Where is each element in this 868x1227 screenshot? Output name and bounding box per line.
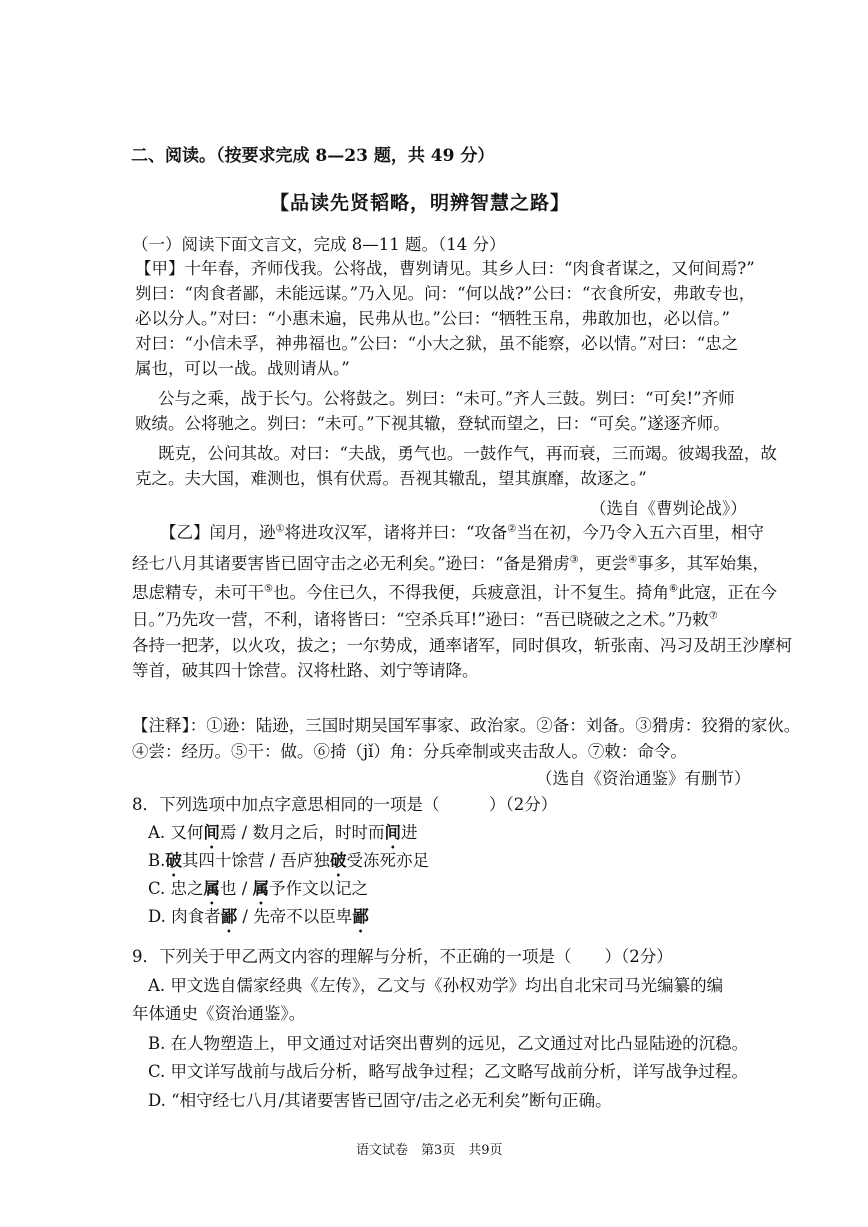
annotation-line: 【注释】：①逊：陆逊，三国时期吴国军事家、政治家。②备：刘备。③猾虏：狡猾的家伙。 bbox=[132, 716, 801, 735]
question-8-option: B.破其四十馀营 / 吾庐独破受冻死亦足 bbox=[148, 851, 429, 870]
emphasized-character: 破 bbox=[329, 851, 347, 870]
question-9-option-line: C. 甲文详写战前与战后分析，略写战争过程；乙文略写战前分析，详写战争过程。 bbox=[148, 1062, 749, 1081]
emphasized-character: 间 bbox=[203, 823, 220, 842]
question-8-stem: 8．下列选项中加点字意思相同的一项是（ ）（2分） bbox=[132, 795, 558, 814]
passage-jia-line: 公与之乘，战于长勺。公将鼓之。刿曰：“未可。”齐人三鼓。刿曰：“可矣!”齐师 bbox=[158, 389, 735, 408]
page-footer: 语文试卷 第3页 共9页 bbox=[356, 1143, 503, 1158]
question-8-option: A. 又何间焉 / 数月之后，时时而间进 bbox=[148, 823, 418, 842]
question-9-stem: 9．下列关于甲乙两文内容的理解与分析，不正确的一项是（ ）（2分） bbox=[132, 947, 673, 966]
footnote-marker: ④ bbox=[628, 554, 638, 566]
annotation-line: ④尝：经历。⑤干：做。⑥掎（jǐ）角：分兵牵制或夹击敌人。⑦敕：命令。 bbox=[132, 742, 687, 761]
question-9-option-line: 年体通史《资治通鉴》。 bbox=[132, 1004, 306, 1023]
passage-yi-line: 经七八月其诸要害皆已固守击之必无利矣。”逊曰：“备是猾虏③，更尝④事多，其军始集， bbox=[132, 554, 770, 573]
question-8-option: C. 忠之属也 / 属予作文以记之 bbox=[148, 879, 369, 898]
banner-title: 【品读先贤韬略，明辨智慧之路】 bbox=[270, 192, 571, 214]
passage-jia-line: 既克，公问其故。对曰：“夫战，勇气也。一鼓作气，再而衰，三而竭。彼竭我盈，故 bbox=[158, 444, 777, 463]
question-9-option-line: A. 甲文选自儒家经典《左传》，乙文与《孙权劝学》均出自北宋司马光编纂的编 bbox=[148, 976, 724, 995]
passage-jia-line: 必以分人。”对曰：“小惠未遍，民弗从也。”公曰：“牺牲玉帛，弗敢加也，必以信。” bbox=[135, 309, 730, 328]
emphasized-character: 破 bbox=[165, 851, 182, 870]
emphasized-character: 属 bbox=[252, 879, 270, 898]
section-heading: 二、阅读。（按要求完成 8—23 题，共 49 分） bbox=[131, 146, 495, 166]
footnote-marker: ② bbox=[507, 523, 517, 535]
question-9-option-line: D. “相守经七八月/其诸要害皆已固守/击之必无利矣”断句正确。 bbox=[148, 1091, 612, 1110]
footnote-marker: ① bbox=[275, 523, 285, 535]
emphasized-character: 鄙 bbox=[220, 907, 238, 926]
passage-yi-line: 日。”乃先攻一营，不利，诸将皆曰：“空杀兵耳!”逊曰：“吾已晓破之之术。”乃敕⑦ bbox=[132, 610, 718, 629]
passage-yi-line: 各持一把茅，以火攻，拔之；一尔势成，通率诸军，同时俱攻，斩张南、冯习及胡王沙摩柯 bbox=[132, 636, 792, 655]
emphasized-character: 属 bbox=[203, 879, 221, 898]
jia-source: （选自《曹刿论战》） bbox=[590, 499, 747, 518]
emphasized-character: 鄙 bbox=[352, 907, 369, 926]
footnote-marker: ⑥ bbox=[668, 583, 678, 595]
part1-instruction: （一）阅读下面文言文，完成 8—11 题。（14 分） bbox=[132, 235, 506, 254]
passage-jia-line: 【甲】十年春，齐师伐我。公将战，曹刿请见。其乡人曰：“肉食者谋之，又何间焉?” bbox=[135, 259, 755, 278]
question-8-option: D. 肉食者鄙 / 先帝不以臣卑鄙 bbox=[148, 907, 369, 926]
emphasized-character: 间 bbox=[384, 823, 401, 842]
footnote-marker: ⑤ bbox=[264, 583, 273, 595]
question-9-option-line: B. 在人物塑造上，甲文通过对话突出曹刿的远见，乙文通过对比凸显陆逊的沉稳。 bbox=[148, 1034, 749, 1053]
passage-yi-line: 【乙】闰月，逊①将进攻汉军，诸将并曰：“攻备②当在初，今乃令入五六百里，相守 bbox=[160, 523, 764, 542]
footnote-marker: ⑦ bbox=[708, 610, 718, 622]
passage-jia-line: 刿曰：“肉食者鄙，未能远谋。”乃入见。问：“何以战?”公曰：“衣食所安，弗敢专也， bbox=[135, 284, 756, 303]
notes-source: （选自《资治通鉴》有删节） bbox=[536, 769, 751, 788]
passage-jia-line: 克之。夫大国，难测也，惧有伏焉。吾视其辙乱，望其旗靡，故逐之。” bbox=[135, 469, 647, 488]
passage-yi-line: 等首，破其四十馀营。汉将杜路、刘宁等请降。 bbox=[132, 661, 479, 680]
passage-jia-line: 对曰：“小信未孚，神弗福也。”公曰：“小大之狱，虽不能察，必以情。”对曰：“忠之 bbox=[135, 334, 739, 353]
passage-jia-line: 属也，可以一战。战则请从。” bbox=[135, 359, 350, 378]
passage-jia-line: 败绩。公将驰之。刿曰：“未可。”下视其辙，登轼而望之，曰：“可矣。”遂逐齐师。 bbox=[135, 414, 730, 433]
passage-yi-line: 思虑精专，未可干⑤也。今住已久，不得我便，兵疲意沮，计不复生。掎角⑥此寇，正在今 bbox=[132, 583, 777, 602]
footnote-marker: ③ bbox=[569, 554, 579, 566]
